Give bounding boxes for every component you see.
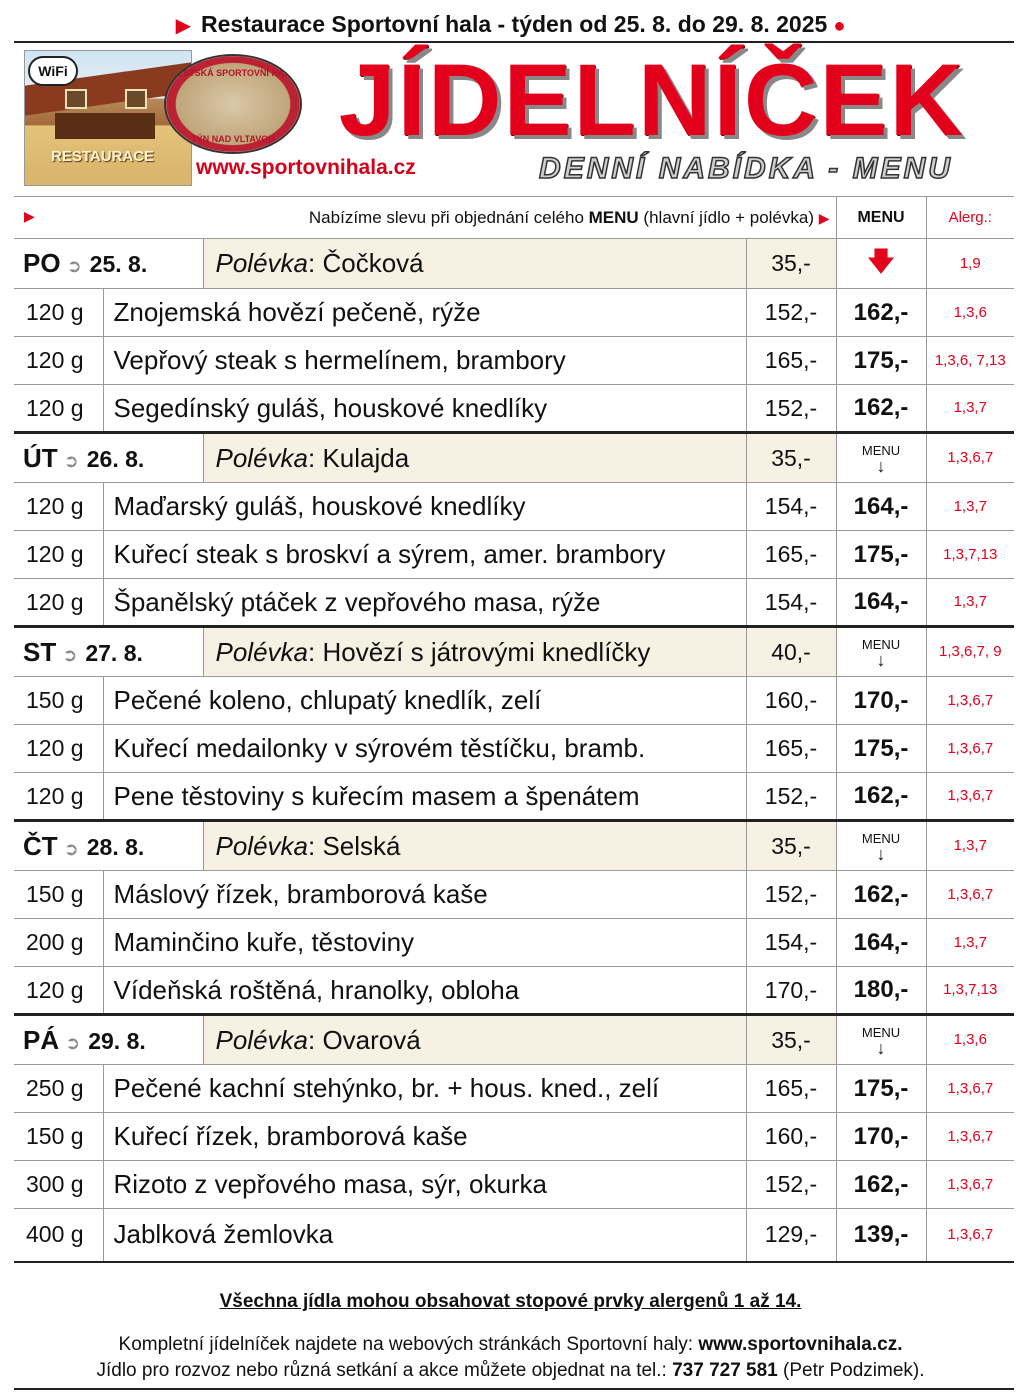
soup-allergens: 1,3,6,7, 9 (926, 627, 1014, 677)
dish-weight: 150 g (14, 1113, 103, 1161)
dish-menu-price: 162,- (836, 385, 926, 433)
dish-weight: 150 g (14, 677, 103, 725)
day-row (14, 627, 1014, 677)
day-cell (14, 627, 203, 677)
dish-price: 170,- (746, 967, 836, 1015)
day-cell (14, 1015, 203, 1065)
dish-price: 152,- (746, 1161, 836, 1209)
soup-name: Hovězí s játrovými knedlíčky (322, 636, 651, 667)
dish-weight: 150 g (14, 871, 103, 919)
dish-menu-price: 175,- (836, 725, 926, 773)
soup-price: 35,- (746, 433, 836, 483)
dish-menu-price: 164,- (836, 483, 926, 531)
soup-name: Čočková (322, 248, 424, 278)
dish-name: Španělský ptáček z vepřového masa, rýže (103, 579, 746, 627)
dish-row (14, 1209, 1014, 1262)
info-row (14, 197, 1014, 239)
triangle-right-icon: ▶ (24, 207, 35, 224)
dish-weight: 400 g (14, 1209, 103, 1262)
triangle-right-icon: ▶ (175, 15, 191, 37)
dish-row (14, 1161, 1014, 1209)
dish-price: 165,- (746, 337, 836, 385)
menu-mark-label: MENU (861, 1024, 901, 1040)
dish-name: Maďarský guláš, houskové knedlíky (103, 483, 746, 531)
dish-weight: 120 g (14, 967, 103, 1015)
week-heading (0, 8, 1021, 40)
menu-mark (836, 627, 926, 677)
page-subtitle: DENNÍ NABÍDKA - MENU (539, 152, 953, 185)
dish-name: Kuřecí steak s broskví a sýrem, amer. brambory (103, 531, 746, 579)
day-name: ÚT (23, 442, 58, 473)
dish-name: Pečené koleno, chlupatý knedlík, zelí (103, 677, 746, 725)
dish-allergens: 1,3,7 (926, 919, 1014, 967)
day-date: 26. 8. (86, 445, 145, 472)
dish-price: 154,- (746, 579, 836, 627)
dish-row (14, 677, 1014, 725)
dish-price: 165,- (746, 725, 836, 773)
dish-menu-price: 162,- (836, 289, 926, 337)
arrow-right-circle-icon: ➲ (63, 450, 79, 471)
day-date: 27. 8. (85, 639, 143, 666)
dish-row (14, 919, 1014, 967)
soup-label: Polévka (215, 1024, 308, 1055)
menu-column-header: MENU (836, 197, 926, 239)
contact-info: Kompletní jídelníček najdete na webových stránkách Sportovní haly: www.sportovnihala.cz. Jídlo pro rozvoz nebo různá setkání a akce můžete objednat na tel.: 737 727 581 (Petr Podzimek). (96, 1334, 925, 1381)
dish-name: Kuřecí řízek, bramborová kaše (103, 1113, 746, 1161)
arrow-down-icon: 🡇 (867, 246, 895, 276)
soup-label: Polévka (215, 830, 308, 861)
arrow-right-circle-icon: ➲ (66, 256, 82, 276)
arrow-right-circle-icon: ➲ (63, 838, 79, 859)
soup-cell: Polévka: Selská (203, 821, 746, 871)
dish-menu-price: 175,- (836, 531, 926, 579)
dish-weight: 120 g (14, 483, 103, 531)
dish-name: Jablková žemlovka (103, 1209, 746, 1262)
soup-allergens: 1,9 (926, 239, 1014, 289)
day-cell (14, 433, 203, 483)
soup-price: 35,- (746, 1015, 836, 1065)
dish-allergens: 1,3,6,7 (926, 1209, 1014, 1262)
dish-row (14, 337, 1014, 385)
arrow-down-icon: ↓ (876, 1037, 886, 1058)
arrow-down-icon: ↓ (876, 455, 886, 476)
dish-row (14, 385, 1014, 433)
badge-bottom-text: TÝN NAD VLTAVOU (191, 134, 275, 144)
dish-allergens: 1,3,6, 7,13 (926, 337, 1014, 385)
dish-allergens: 1,3,6,7 (926, 773, 1014, 821)
dish-row (14, 871, 1014, 919)
dish-allergens: 1,3,6,7 (926, 677, 1014, 725)
dish-allergens: 1,3,7 (926, 579, 1014, 627)
day-row (14, 821, 1014, 871)
dish-allergens: 1,3,6 (926, 289, 1014, 337)
soup-cell: Polévka: Kulajda (203, 433, 746, 483)
soup-allergens: 1,3,6,7 (926, 433, 1014, 483)
soup-label: Polévka (215, 442, 308, 473)
soup-cell: Polévka: Hovězí s játrovými knedlíčky (203, 627, 746, 677)
dish-weight: 250 g (14, 1065, 103, 1113)
soup-name: Kulajda (322, 442, 410, 473)
dish-name: Znojemská hovězí pečeně, rýže (103, 289, 746, 337)
dish-menu-price: 170,- (836, 677, 926, 725)
menu-mark (836, 1015, 926, 1065)
photo-label: RESTAURACE (51, 148, 155, 165)
dish-name: Maminčino kuře, těstoviny (103, 919, 746, 967)
soup-label: Polévka (215, 636, 308, 667)
week-heading-text: Restaurace Sportovní hala - týden od 25. 8. do 29. 8. 2025 (200, 11, 828, 37)
dish-weight: 200 g (14, 919, 103, 967)
dish-price: 129,- (746, 1209, 836, 1262)
dish-weight: 120 g (14, 531, 103, 579)
dish-menu-price: 162,- (836, 773, 926, 821)
dish-row (14, 531, 1014, 579)
dish-name: Máslový řízek, bramborová kaše (103, 871, 746, 919)
soup-cell: Polévka: Ovarová (203, 1015, 746, 1065)
phone-number[interactable]: 737 727 581 (672, 1360, 778, 1381)
soup-price: 40,- (746, 627, 836, 677)
discount-info: ▶ Nabízíme slevu při objednání celého MENU (hlavní jídlo + polévka) ▶ (14, 197, 836, 239)
dish-menu-price: 170,- (836, 1113, 926, 1161)
dish-weight: 120 g (14, 725, 103, 773)
dish-allergens: 1,3,6,7 (926, 1113, 1014, 1161)
day-cell (14, 821, 203, 871)
arrow-down-icon: ↓ (876, 649, 886, 670)
allergen-note: Všechna jídla mohou obsahovat stopové prvky alergenů 1 až 14. (219, 1291, 802, 1312)
soup-allergens: 1,3,6 (926, 1015, 1014, 1065)
red-dot-icon: ● (833, 15, 846, 37)
dish-row (14, 1065, 1014, 1113)
day-cell (14, 239, 203, 289)
dish-price: 165,- (746, 1065, 836, 1113)
website-url[interactable]: www.sportovnihala.cz (196, 156, 416, 179)
dish-menu-price: 175,- (836, 337, 926, 385)
menu-table (14, 196, 1014, 1263)
dish-name: Segedínský guláš, houskové knedlíky (103, 385, 746, 433)
bottom-rule (14, 1388, 1014, 1390)
dish-menu-price: 164,- (836, 919, 926, 967)
dish-row (14, 289, 1014, 337)
soup-allergens: 1,3,7 (926, 821, 1014, 871)
menu-mark-label: MENU (861, 636, 901, 652)
dish-row (14, 773, 1014, 821)
dish-weight: 300 g (14, 1161, 103, 1209)
dish-menu-price: 164,- (836, 579, 926, 627)
soup-name: Selská (322, 830, 401, 861)
dish-price: 160,- (746, 1113, 836, 1161)
soup-name: Ovarová (322, 1024, 421, 1055)
dish-price: 152,- (746, 871, 836, 919)
dish-name: Vepřový steak s hermelínem, brambory (103, 337, 746, 385)
dish-price: 160,- (746, 677, 836, 725)
day-row (14, 433, 1014, 483)
dish-allergens: 1,3,6,7 (926, 725, 1014, 773)
dish-allergens: 1,3,6,7 (926, 1065, 1014, 1113)
dish-name: Pene těstoviny s kuřecím masem a špenátem (103, 773, 746, 821)
dish-weight: 120 g (14, 289, 103, 337)
dish-row (14, 1113, 1014, 1161)
soup-cell: Polévka: Čočková (203, 239, 746, 289)
menu-mark (836, 821, 926, 871)
arrow-down-icon: ↓ (876, 843, 886, 864)
badge-top-text: MĚSTSKÁ SPORTOVNÍ HALA (169, 68, 297, 78)
wifi-icon: WiFi (28, 56, 78, 86)
dish-menu-price: 175,- (836, 1065, 926, 1113)
dish-price: 165,- (746, 531, 836, 579)
dish-weight: 120 g (14, 773, 103, 821)
hall-badge-logo (164, 54, 302, 154)
dish-name: Pečené kachní stehýnko, br. + hous. kned., zelí (103, 1065, 746, 1113)
dish-name: Rizoto z vepřového masa, sýr, okurka (103, 1161, 746, 1209)
dish-name: Vídeňská roštěná, hranolky, obloha (103, 967, 746, 1015)
dish-row (14, 967, 1014, 1015)
page-title: JÍDELNÍČEK (338, 43, 966, 157)
day-name: PÁ (23, 1024, 60, 1055)
dish-menu-price: 139,- (836, 1209, 926, 1262)
dish-row (14, 483, 1014, 531)
day-date: 28. 8. (86, 833, 145, 860)
arrow-right-circle-icon: ➲ (65, 1032, 81, 1053)
day-name: ČT (23, 830, 58, 861)
soup-price: 35,- (746, 239, 836, 289)
allergen-column-header: Alerg.: (926, 197, 1014, 239)
day-name: PO (23, 248, 61, 278)
soup-price: 35,- (746, 821, 836, 871)
dish-name: Kuřecí medailonky v sýrovém těstíčku, bramb. (103, 725, 746, 773)
soup-label: Polévka (215, 248, 308, 278)
footer-url[interactable]: www.sportovnihala.cz. (698, 1334, 903, 1355)
dish-price: 152,- (746, 289, 836, 337)
dish-weight: 120 g (14, 579, 103, 627)
dish-allergens: 1,3,7 (926, 385, 1014, 433)
dish-allergens: 1,3,6,7 (926, 871, 1014, 919)
day-row (14, 1015, 1014, 1065)
menu-mark (836, 239, 926, 289)
dish-row (14, 725, 1014, 773)
menu-mark (836, 433, 926, 483)
dish-menu-price: 162,- (836, 1161, 926, 1209)
dish-allergens: 1,3,7 (926, 483, 1014, 531)
dish-price: 154,- (746, 483, 836, 531)
menu-mark-label: MENU (861, 442, 901, 458)
arrow-right-circle-icon: ➲ (62, 644, 78, 665)
dish-row (14, 579, 1014, 627)
dish-weight: 120 g (14, 385, 103, 433)
dish-allergens: 1,3,7,13 (926, 531, 1014, 579)
day-row (14, 239, 1014, 289)
dish-price: 154,- (746, 919, 836, 967)
dish-allergens: 1,3,6,7 (926, 1161, 1014, 1209)
dish-menu-price: 162,- (836, 871, 926, 919)
day-date: 25. 8. (89, 251, 148, 277)
dish-price: 152,- (746, 385, 836, 433)
dish-price: 152,- (746, 773, 836, 821)
menu-mark-label: MENU (861, 830, 901, 846)
dish-allergens: 1,3,7,13 (926, 967, 1014, 1015)
header (14, 44, 1014, 194)
dish-weight: 120 g (14, 337, 103, 385)
triangle-right-icon: ▶ (818, 209, 830, 226)
day-date: 29. 8. (88, 1027, 146, 1054)
dish-menu-price: 180,- (836, 967, 926, 1015)
day-name: ST (23, 636, 57, 667)
